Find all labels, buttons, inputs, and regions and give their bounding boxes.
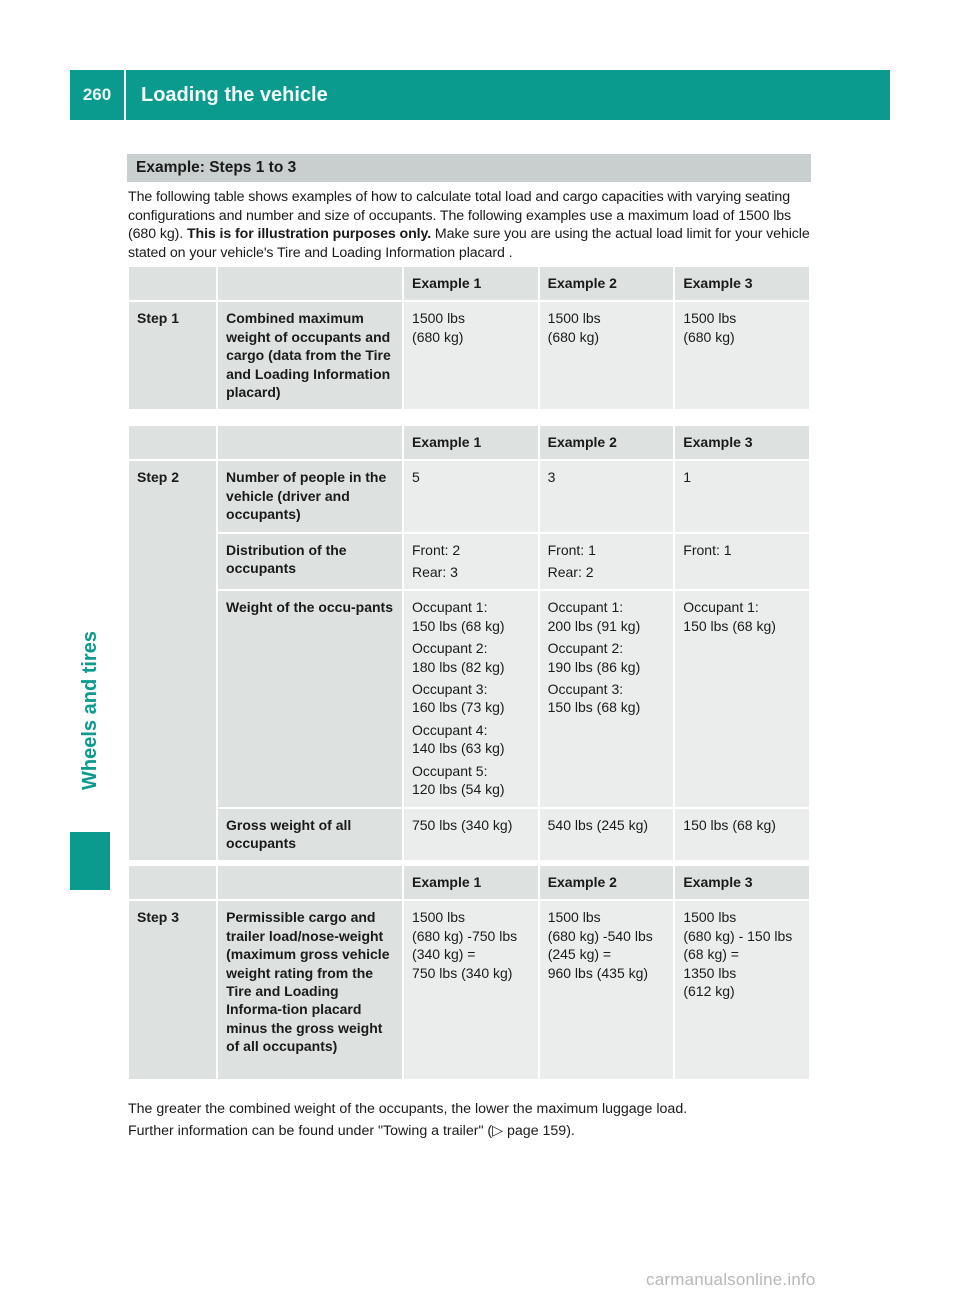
table-header-row xyxy=(129,866,809,899)
header-empty-cell xyxy=(218,267,402,300)
column-header: Example 3 xyxy=(675,426,809,459)
intro-text-1: The following table shows examples of how to calculate total load and cargo capacities with varying seating configurations and number and size of occupants. The following examples use a maximum load of 1500 lbs (680 kg). xyxy=(128,189,792,243)
header-empty-cell xyxy=(129,866,216,899)
row-label: Weight of the occu-pants xyxy=(218,591,402,806)
column-header: Example 1 xyxy=(404,426,538,459)
side-tab xyxy=(70,600,110,820)
table-header-row xyxy=(129,267,809,300)
header-empty-cell xyxy=(129,267,216,300)
value-cell: Front: 1 xyxy=(675,534,809,590)
value-cell: Front: 2 Rear: 3 xyxy=(404,534,538,590)
column-header: Example 3 xyxy=(675,267,809,300)
step-label: Step 1 xyxy=(129,302,216,409)
value-cell: Occupant 1: 200 lbs (91 kg) Occupant 2: 190 lbs (86 kg) Occupant 3: 150 lbs (68 kg) xyxy=(540,591,674,806)
value-cell: 1500 lbs (680 kg) xyxy=(540,302,674,409)
column-header: Example 3 xyxy=(675,866,809,899)
value-cell: Occupant 1: 150 lbs (68 kg) Occupant 2: 180 lbs (82 kg) Occupant 3: 160 lbs (73 kg) Occupant 4: 140 lbs (63 kg) Occupant 5: 120 lbs (54 kg) xyxy=(404,591,538,806)
section-heading: Example: Steps 1 to 3 xyxy=(127,154,811,182)
header-empty-cell xyxy=(218,866,402,899)
row-label: Distribution of the occupants xyxy=(218,534,402,590)
footer-note: The greater the combined weight of the occupants, the lower the maximum luggage load. xyxy=(128,1101,688,1117)
column-header: Example 2 xyxy=(540,866,674,899)
value-cell: 1500 lbs (680 kg) xyxy=(675,302,809,409)
header-empty-cell xyxy=(218,426,402,459)
step1-table xyxy=(127,265,811,411)
header-empty-cell xyxy=(129,426,216,459)
intro-text-bold: This is for illustration purposes only. xyxy=(186,226,432,243)
value-cell: 750 lbs (340 kg) xyxy=(404,809,538,861)
row-label: Number of people in the vehicle (driver and occupants) xyxy=(218,461,402,531)
table-row xyxy=(129,809,809,861)
row-label: Permissible cargo and trailer load/nose-weight (maximum gross vehicle weight rating from the Tire and Loading Informa-tion placard minus the gross weight of all occupants) xyxy=(218,901,402,1079)
column-header: Example 2 xyxy=(540,267,674,300)
value-cell: 540 lbs (245 kg) xyxy=(540,809,674,861)
table-row xyxy=(129,534,809,590)
column-header: Example 1 xyxy=(404,866,538,899)
table-row xyxy=(129,302,809,409)
value-cell: 150 lbs (68 kg) xyxy=(675,809,809,861)
footer-reference: Further information can be found under "Towing a trailer" (▷ page 159). xyxy=(128,1123,575,1139)
table-row xyxy=(129,591,809,806)
value-cell: 1500 lbs (680 kg) - 150 lbs (68 kg) = 1350 lbs (612 kg) xyxy=(675,901,809,1079)
intro-text-2: Make sure you are using the actual load limit for your vehicle stated on your vehicle's Tire and Loading Information placard . xyxy=(128,226,810,261)
value-cell: Front: 1 Rear: 2 xyxy=(540,534,674,590)
step2-table xyxy=(127,424,811,862)
table-row xyxy=(129,461,809,531)
value-cell: 5 xyxy=(404,461,538,531)
page-reference-arrow-icon: ▷ xyxy=(492,1123,504,1139)
step-label: Step 2 xyxy=(129,461,216,860)
row-label: Combined maximum weight of occupants and cargo (data from the Tire and Loading Information placard) xyxy=(218,302,402,409)
column-header: Example 2 xyxy=(540,426,674,459)
intro-paragraph xyxy=(128,188,812,262)
value-cell: 1500 lbs (680 kg) xyxy=(404,302,538,409)
step3-table xyxy=(127,864,811,1081)
page-title: Loading the vehicle xyxy=(141,84,328,106)
side-tab-label: Wheels and tires xyxy=(78,630,101,790)
watermark: carmanualsonline.info xyxy=(646,1270,816,1289)
column-header: Example 1 xyxy=(404,267,538,300)
row-label: Gross weight of all occupants xyxy=(218,809,402,861)
page-number: 260 xyxy=(70,70,126,120)
side-tab-marker xyxy=(70,832,110,890)
table-header-row xyxy=(129,426,809,459)
step-label: Step 3 xyxy=(129,901,216,1079)
value-cell: 3 xyxy=(540,461,674,531)
table-row xyxy=(129,901,809,1079)
value-cell: 1500 lbs (680 kg) -750 lbs (340 kg) = 750 lbs (340 kg) xyxy=(404,901,538,1079)
value-cell: 1500 lbs (680 kg) -540 lbs (245 kg) = 960 lbs (435 kg) xyxy=(540,901,674,1079)
value-cell: 1 xyxy=(675,461,809,531)
value-cell: Occupant 1: 150 lbs (68 kg) xyxy=(675,591,809,806)
page-header xyxy=(70,70,890,120)
